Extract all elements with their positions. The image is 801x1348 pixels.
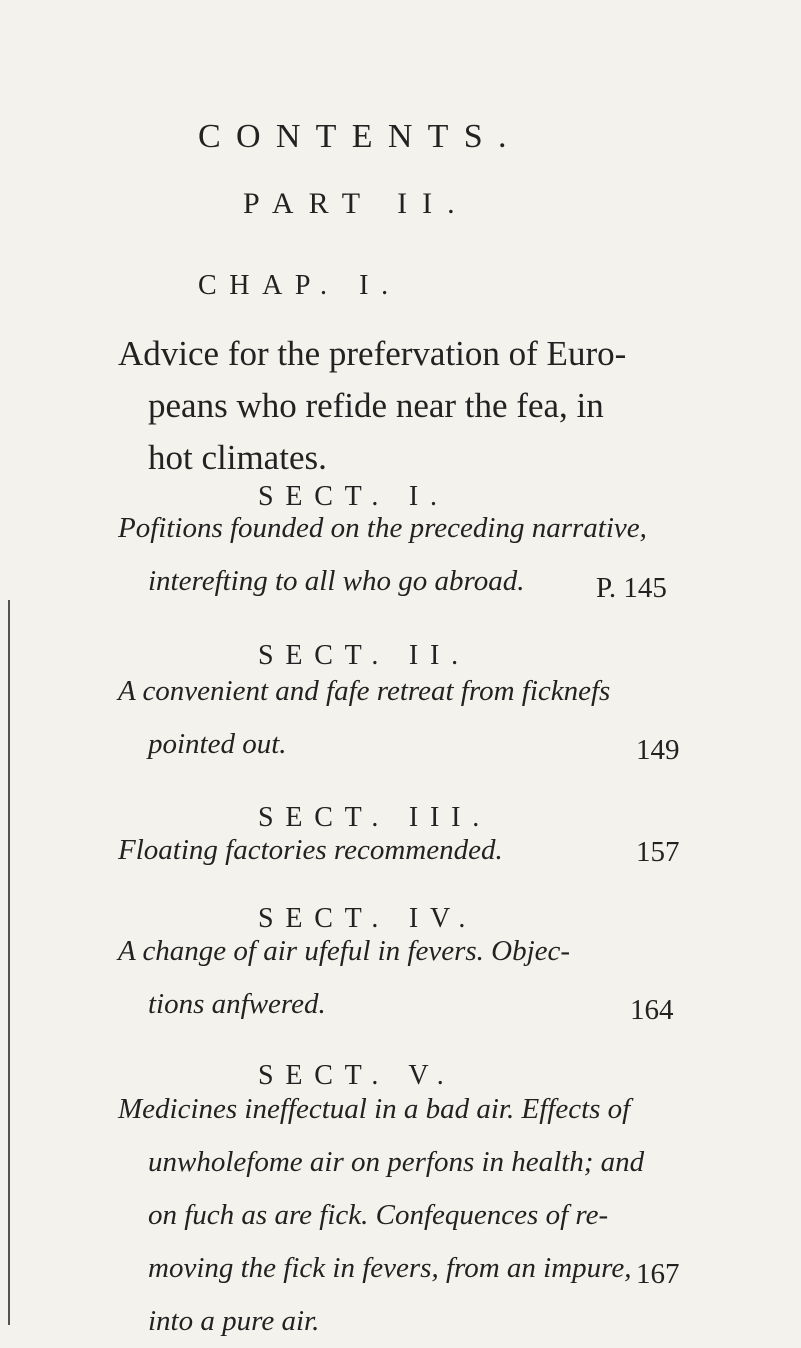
- entry-line: unwholefome air on perfons in health; and: [148, 1146, 645, 1178]
- entry-line: Medicines ineffectual in a bad air. Effects of: [118, 1093, 631, 1125]
- entry-line: moving the fick in fevers, from an impure,: [148, 1252, 632, 1284]
- section-entry: [118, 1083, 683, 1348]
- entry-line: tions anfwered.: [148, 988, 326, 1020]
- page-number: P. 145: [596, 572, 667, 604]
- entry-line: into a pure air.: [148, 1305, 320, 1337]
- chapter-title-line: hot climates.: [148, 438, 327, 477]
- entry-line: Floating factories recommended.: [118, 834, 503, 866]
- entry-line: on fuch as are fick. Confequences of re-: [148, 1199, 609, 1231]
- chapter-title-line: Advice for the prefervation of Euro-: [118, 334, 627, 373]
- page-number: 149: [636, 734, 680, 766]
- page-edge-line: [8, 600, 10, 1325]
- part-heading: PART II.: [243, 187, 470, 220]
- entry-line: A change of air ufeful in fevers. Objec-: [118, 935, 571, 967]
- entry-line: A convenient and fafe retreat from ficknefs: [118, 675, 611, 707]
- contents-heading: CONTENTS.: [198, 118, 522, 155]
- chapter-title: [118, 328, 758, 484]
- section-entry: [118, 665, 683, 771]
- section-heading: SECT. V.: [258, 1060, 456, 1091]
- entry-line: Pofitions founded on the preceding narrative,: [118, 512, 647, 544]
- section-heading: SECT. II.: [258, 640, 470, 671]
- section-heading: SECT. I.: [258, 481, 449, 512]
- page-number: 164: [630, 994, 674, 1026]
- section-heading: SECT. IV.: [258, 903, 478, 934]
- section-heading: SECT. III.: [258, 802, 491, 833]
- page-number: 167: [636, 1258, 680, 1290]
- section-entry: [118, 824, 683, 877]
- section-entry: [118, 925, 683, 1031]
- page-number: 157: [636, 836, 680, 868]
- chapter-heading: CHAP. I.: [198, 270, 401, 301]
- entry-line: interefting to all who go abroad.: [148, 565, 525, 597]
- chapter-title-line: peans who refide near the fea, in: [148, 386, 604, 425]
- entry-line: pointed out.: [148, 728, 287, 760]
